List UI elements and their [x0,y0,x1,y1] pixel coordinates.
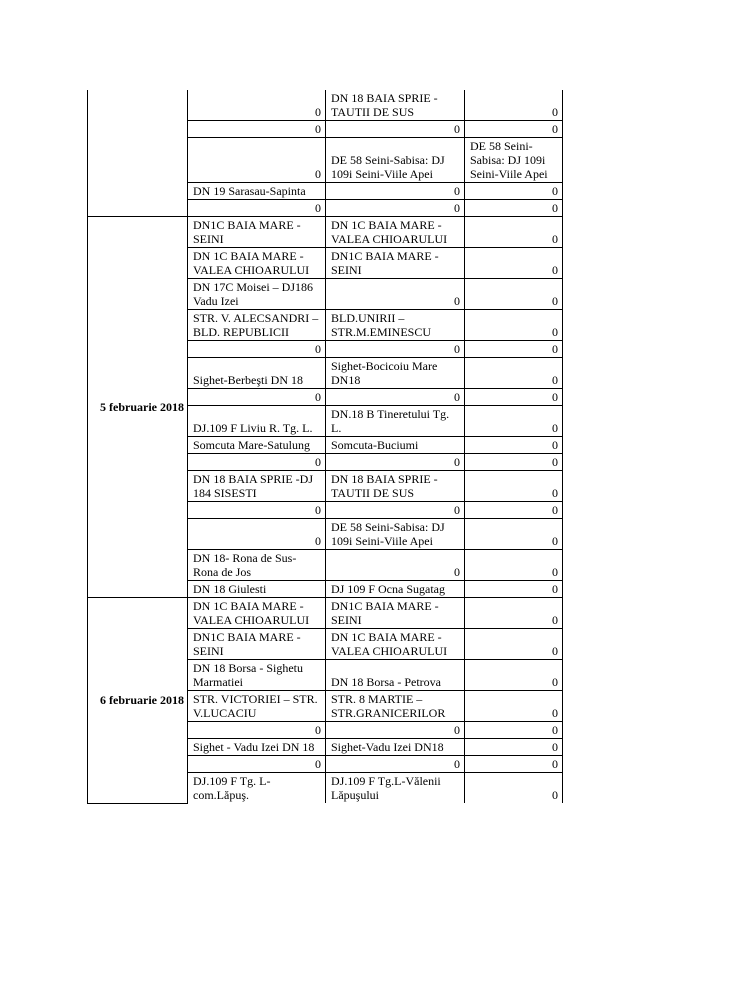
table-cell: 0 [326,121,465,138]
table-cell: STR. VICTORIEI – STR. V.LUCACIU [188,691,326,722]
table-cell: DJ.109 F Tg.L-Vălenii Lăpuşului [326,773,465,804]
table-row [88,598,563,629]
table-cell: DN.18 B Tineretului Tg. L. [326,406,465,437]
table-cell: 0 [465,200,563,217]
table-cell: DN1C BAIA MARE - SEINI [326,598,465,629]
table-cell: 0 [326,756,465,773]
date-cell: 5 februarie 2018 [88,217,188,598]
table-cell: DN1C BAIA MARE - SEINI [326,248,465,279]
table-cell: 0 [465,629,563,660]
table-cell: 0 [465,279,563,310]
table-cell: 0 [465,502,563,519]
table-cell: DN 18 BAIA SPRIE - TAUTII DE SUS [326,90,465,121]
table-cell: DN 19 Sarasau-Sapinta [188,183,326,200]
table-cell: DN 18 Borsa - Petrova [326,660,465,691]
table-cell: 0 [465,90,563,121]
table-cell: 0 [465,310,563,341]
table-cell: DN 18 BAIA SPRIE - TAUTII DE SUS [326,471,465,502]
table-cell: 0 [188,138,326,183]
table-cell: 0 [326,183,465,200]
table-cell: 0 [465,598,563,629]
table-cell: DN1C BAIA MARE - SEINI [188,217,326,248]
table-cell: 0 [465,121,563,138]
table-cell: DN1C BAIA MARE - SEINI [188,629,326,660]
table-cell: Sighet-Vadu Izei DN18 [326,739,465,756]
table-cell: DJ.109 F Tg. L-com.Lăpuş. [188,773,326,804]
table-cell: 0 [465,691,563,722]
table-cell: 0 [465,358,563,389]
table-cell: DN 1C BAIA MARE - VALEA CHIOARULUI [326,629,465,660]
date-cell: 6 februarie 2018 [88,598,188,804]
table-cell: Sighet-Berbeşti DN 18 [188,358,326,389]
table-cell: 0 [188,519,326,550]
table-cell: 0 [326,550,465,581]
table-cell: STR. V. ALECSANDRI – BLD. REPUBLICII [188,310,326,341]
table-cell: STR. 8 MARTIE – STR.GRANICERILOR [326,691,465,722]
table-cell: DE 58 Seini-Sabisa: DJ 109i Seini-Viile Apei [465,138,563,183]
table-cell: DE 58 Seini-Sabisa: DJ 109i Seini-Viile Apei [326,519,465,550]
table-cell: 0 [465,519,563,550]
table-cell: 0 [465,581,563,598]
table-cell: 0 [188,722,326,739]
table-cell: 0 [465,471,563,502]
table-cell: 0 [326,389,465,406]
table-cell: 0 [465,183,563,200]
table-cell: 0 [326,722,465,739]
table-cell: Sighet - Vadu Izei DN 18 [188,739,326,756]
table-cell: 0 [465,217,563,248]
table-cell: 0 [465,550,563,581]
table-cell: 0 [465,773,563,804]
table-cell: 0 [188,121,326,138]
table-cell: 0 [326,279,465,310]
table-cell: DN 18 BAIA SPRIE -DJ 184 SISESTI [188,471,326,502]
table-cell: 0 [465,406,563,437]
table-cell: 0 [188,200,326,217]
table-cell: 0 [465,389,563,406]
table-cell: BLD.UNIRII – STR.M.EMINESCU [326,310,465,341]
table-cell: DN 1C BAIA MARE - VALEA CHIOARULUI [188,248,326,279]
table-cell: 0 [188,341,326,358]
table-cell: Sighet-Bocicoiu Mare DN18 [326,358,465,389]
table-row [88,90,563,121]
table-cell: 0 [188,756,326,773]
table-cell: 0 [465,739,563,756]
table-cell: Somcuta Mare-Satulung [188,437,326,454]
table-cell: 0 [465,437,563,454]
table-cell: DN 18 Giulesti [188,581,326,598]
table-cell: 0 [465,660,563,691]
table-cell: DE 58 Seini-Sabisa: DJ 109i Seini-Viile Apei [326,138,465,183]
table-cell: 0 [188,502,326,519]
table-cell: 0 [326,454,465,471]
table-cell: DN 17C Moisei – DJ186 Vadu Izei [188,279,326,310]
table-cell: 0 [465,341,563,358]
table-cell: 0 [326,341,465,358]
table-cell: DN 18- Rona de Sus-Rona de Jos [188,550,326,581]
table-cell: 0 [188,90,326,121]
table-cell: 0 [188,389,326,406]
table-cell: 0 [326,502,465,519]
table-cell: DN 18 Borsa - Sighetu Marmatiei [188,660,326,691]
table-cell: 0 [465,756,563,773]
table-cell: DJ.109 F Liviu R. Tg. L. [188,406,326,437]
table-cell: 0 [465,722,563,739]
road-report-body [88,90,563,803]
table-cell: 0 [326,200,465,217]
date-cell [88,90,188,217]
road-report-table [87,90,563,804]
table-cell: DN 1C BAIA MARE - VALEA CHIOARULUI [326,217,465,248]
table-row [88,217,563,248]
table-cell: DJ 109 F Ocna Sugatag [326,581,465,598]
table-cell: 0 [465,454,563,471]
table-cell: DN 1C BAIA MARE - VALEA CHIOARULUI [188,598,326,629]
table-cell: 0 [465,248,563,279]
table-cell: 0 [188,454,326,471]
table-cell: Somcuta-Buciumi [326,437,465,454]
